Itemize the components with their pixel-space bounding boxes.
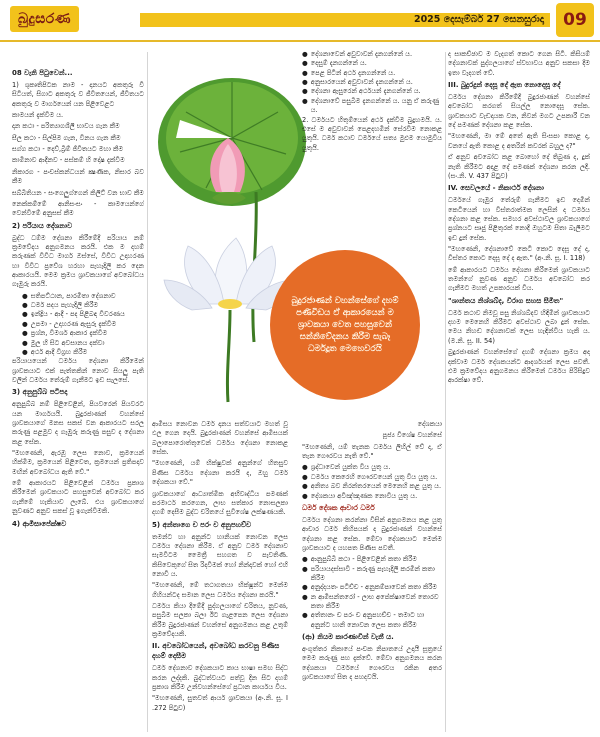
attribution-label: දේශකයා	[417, 420, 442, 428]
page-number-badge	[556, 3, 594, 37]
paragraph: අංගුත්තර නිකායේ පංචක නිපාතයේ උදායී සූත්‍රයේ මෙම කරුණු පහ දැක්වේ. මේවා අනුගමනය කරන දේශකයා ධර්මයේ ගෞරවය රකින අතර ශ්‍රාවකයාගේ සිත ද පහදවයි.	[302, 645, 442, 682]
list-item: ● ධර්ම පදය පැහැදිලි කිරීම	[22, 301, 99, 310]
subheading: 5) අන්තාගෙ ච පරං ච අනුපහච්ච	[152, 520, 252, 529]
list-item: ● සතිපට්ඨාන, පාරමිතා දේශනාව	[22, 291, 116, 300]
list-item: ● පරියායදස්සාවී - කරුණු පැහැදිලි කරමින් කතා කිරීම	[302, 564, 435, 582]
quote: "මහණෙනි, සුතවත් ආර්ය ශ්‍රාවකයා (අං.නි. සූ. I .272 පිටුව)	[152, 694, 288, 712]
list-item: ● අත්තානං ච පරං ච අනුපහච්ච - තමාට හා අනුන්ට හානි නොවන ලෙස කතා කිරීම	[302, 611, 425, 629]
paragraph: ශ්‍රාවකයාගේ ආධ්‍යාත්මික අභිවෘද්ධිය පමණක් පරමාර්ථ කරගෙන, ලාභ සත්කාර නොසලකා දහම් දෙසීම බුද්ධ චරිතයේ සුවිශේෂ ලක්ෂණයකි.	[152, 489, 288, 517]
term-definition: දාන කථා - පරිත්‍යාගශීලී භාවය ගැන කීම	[12, 122, 120, 131]
paragraph: බුදුරජාණන් වහන්සේගේ දහම් දේශනා ක්‍රමය අද දක්වාම ධර්ම දේශකයන්ට ආදර්ශයක් ලෙස පවතී. එම ක්‍රමවේදය අනුගමනය කිරීමෙන් ධර්මය පිරිසිදුව ආරක්ෂා වේ.	[448, 348, 590, 385]
paragraph: ආමිසය නොවන ධර්ම දානය සත්වයාට මහත් වූ ඵල ගෙන දෙයි. බුදුරජාණන් වහන්සේ ආමිසයක් බලාපොරොත්තුවෙන් ධර්මය දේශනා නොකළ සේක.	[152, 420, 288, 457]
term-definition: සග්ග කථා - දෙව්,බ්‍රිම් ජීවිතයට මහා කීම	[12, 145, 124, 154]
list-item: ● මුල හි සිට අවසානය දක්වා	[22, 338, 105, 347]
subheading: 2) පරියාය දේශනාව	[12, 221, 73, 230]
paragraph: 1) ශුක්‍රුතිපිටක නාම - දානයට අකතුරු වි සිටියත්, සිගාට අකතුරු ව ජීවිතයෙන්, ජීවිතයට අකතුරු ව මාර්ගයෙන් යන පිළිවෙළට	[12, 80, 144, 108]
paragraph: ධර්මය දේශනා කිරීමේදී බුදුරජාණන් වහන්සේ අවබෝධ කරගත් සියල්ල නොදෙසූ සේක. ශ්‍රාවකයාට වැඩදායක වන, නිවන් මගට උපකාරී වන දේ පමණක් දේශනා කළ සේක.	[448, 93, 590, 130]
article-column-2	[152, 420, 288, 732]
list-item: ● දේශකයා අවිඤ්ඤාණක නොවිය යුතු ය.	[302, 491, 418, 500]
quote: "මහණෙනි, යම් තැනක ධර්මය ලිහිල් වේ ද, ඒ තැන ගෞරවය නැති වේ."	[302, 442, 442, 461]
list-item: ● ධර්මය කෙරෙහි ගෞරවයෙන් යුතු විය යුතු ය.	[302, 472, 438, 481]
quote: "මහණෙනි, මේ තථාගතයා භික්ෂූන්ට මෙන්ම ගිහියන්ටද සමාන ලෙස ධර්මය දේශනා කරයි."	[152, 581, 288, 599]
column-separator	[445, 52, 446, 732]
bullet-list	[12, 292, 144, 358]
paragraph: ධර්ම දේශනාව දේශකයාට කාය භාෂා සමඟ සිද්ධ කරන ලද්දකි. බුද්ධත්වයට පත්වූ දින සිට දහම් ප්‍රකාශ කිරීම උන්වහන්සේගේ ප්‍රධාන කාර්යය විය.	[152, 664, 288, 692]
paragraph: කාමයන් දැක්විම ය.	[12, 111, 64, 120]
paragraph: මේ ආකාරයට පිළිවෙළින් ධර්මය ප්‍රකාශ කිරීමෙන් ශ්‍රාවකයාට පහසුවෙන් අවබෝධ කර ගැනීමේ හැකියාව ලැබේ. එය ශ්‍රාවකයාගේ නුවණට අනුව සකස් වූ ඉගැන්වීමකි.	[12, 479, 144, 516]
list-item: ● පෙළ පිටින් අර්ථ දැනගන්නේ ය.	[302, 68, 396, 77]
list-item: ● උපමා - උදාහරණ ඇසුරු දැක්වීම	[22, 319, 117, 328]
quote: "මහණෙනි, ඇරඹූ ලෙස නොව, ක්‍රමයෙන් හික්මීම, ක්‍රමයෙන් පිළිවෙත, ක්‍රමයෙන් ප්‍රතිපදාව මඟින් අවබෝධය ඇති වේ."	[12, 449, 144, 476]
paragraph: මේ ආකාරයට ධර්මය දේශනා කිරීමෙන් ශ්‍රාවකයාට තමන්ගේ නුවණ අනුව ධර්මය අවබෝධ කර ගැනීමට මහත් උපකාරයක් විය.	[448, 265, 590, 293]
paragraph: 2. ධර්මයට හිතුම්යෙන් අර්ථ දැක්වීම බුදුහමයි. ය. එසේ ම අවුවාවන් පෙළදහමින් සේරවීම නොකළ යුතුයි. ධර්ම කථාව ධර්මයේ සත්‍ය මුළුම යොමුවිය යුතුයි.	[302, 115, 442, 152]
subheading: 3) අනුපුබ්බ පටිපදා	[12, 388, 68, 397]
quote: "මහණෙනි, මා මේ අතේ ඇති සිංසපා කොළ ද, වනයේ ඇති කොළ ද අතරින් කවරක් බහුල ද?"	[448, 132, 590, 150]
article-column-4	[448, 50, 590, 734]
paragraph: තමන්ට හා අනුන්ට හානියක් නොවන ලෙස ධර්මය දේශනා කිරීම. ඒ අනුව ධර්ම දේශනාව සැමවිටම මෛත්‍රී සහගත ව පැවතිණි. කිසිවෙකුගේ සිත රිදවීමක් හෝ නින්දාවක් හෝ එහි නොවී ය.	[152, 532, 288, 578]
paragraph: ධර්ම කථාව නිමවූ පසු නිශ්ශබ්දව හිඳිමින් ශ්‍රාවකයාට දහම මෙනෙහි කිරීමට අවස්ථාව ලබා දුන් සේක. මෙය නිහඬ දේශනාවක් ලෙස හැඳින්විය හැකි ය. (ම.නි. සූ. II. 54)	[448, 308, 590, 345]
term-definition: නෙක්කම්මේ ආනිසංසං - කාමයෙන්ගේ වෙන්වීමේ අනුසස් කීම	[12, 199, 144, 218]
subheading: II. අවබෝධයෙන්, අවබෝධ කරවනු පිණිස දහම් දෙසීම	[152, 642, 280, 661]
attribution-name: පූජ්‍ය විශේෂ වහන්සේ	[382, 431, 442, 440]
subheading: III. බුදුරදුන් දෙසූ දේ ඇත නොදෙසූ දේ	[448, 81, 561, 90]
section-heading: ධර්ම දේශක ආචාර ධර්ම	[302, 503, 375, 512]
list-item: ● දෙසුම් දැනගන්නේ ය.	[302, 59, 367, 68]
list-item: ● අනුද්දයතං පටිච්ච - අනුකම්පාවෙන් කතා කිරීම	[302, 583, 438, 592]
pull-quote-text: බුදුරජාණන් වහන්සේගේ දහම් පණිවිඩය ඒ ආකාරයෙන් ම ශ්‍රාවකයා වෙත පහසුවෙන් සන්නිවේදනය කිරීම සැබෑ ධර්මදූත මෙහෙවරයි	[291, 295, 399, 355]
quote: "මහණෙනි, දේශනාවේ කෙටි කොට දෙසූ දේ ද, විස්තර කොට දෙසූ දේ ද ඇත." (අං.නි. සූ. I. 118)	[448, 244, 590, 263]
list-item: ● දේශනාවෙන් අවුවාවන් දැනගන්නේ ය.	[302, 50, 413, 58]
article-column-3-top	[302, 50, 442, 300]
list-item: ● අනුසාරයෙන් අවුවාවන් දැනගන්නේ ය.	[302, 78, 413, 87]
logo-text: බුදුසරණ	[18, 11, 71, 27]
paragraph: ධර්මයේ ගැඹුර තේරුම් ගැනීමට ඉඩ දෙමින් කෙටියෙන් හා විස්තරාත්මක ලෙසින් ද ධර්මය දේශනා කළ සේක. සමහර අවස්ථාවල ශ්‍රාවකයාගේ ප්‍රශ්නයට සෘජු පිළිතුරක් නොදී ඔහුටම සිතා බැලීමට ඉඩ දුන් සේක.	[448, 196, 590, 242]
list-item: ● දේශනා ඇසුරෙන් අර්ථයන් දැනගන්නේ ය.	[302, 87, 421, 96]
publication-logo	[10, 6, 79, 32]
list-item: ● ආනුපුබ්බි කථා - පිළිවෙළින් කතා කිරීම	[302, 555, 418, 564]
list-item: ● ශ්‍රද්ධාවෙන් යුක්ත විය යුතු ය.	[302, 463, 391, 472]
paragraph: ධර්මය දේශනා කරන්නා විසින් අනුගමනය කළ යුතු ආචාර ධර්ම කිහිපයක් ද බුදුරජාණන් වහන්සේ දේශනා කළ සේක. මේවා දේශකයාට මෙන්ම ශ්‍රාවකයාට ද යහපත පිණිස පවතී.	[302, 515, 442, 552]
term-definition: සීල කථා - සිල්පිම ගැන, විනය ගැන කීම	[12, 133, 121, 142]
term-definition: නිකාරග - පංචස්කන්ධයන් ක්‍ෂණික, නිසාර බව කීම	[12, 167, 144, 186]
list-item: ● ඉන්ද්‍රිය - ආදී - පද පිළිබඳ විවරණය	[22, 310, 125, 319]
term-definition: සබ්බිතියන - සංගෙලුග්ගෙන් කිලිට් වන භාව කීම	[12, 188, 144, 197]
paragraph: අනුපුබ්බ නම් පිළිවෙළින්, පියවරෙන් පියවරට යන මාර්ගයයි. බුදුරජාණන් වහන්සේ ශ්‍රාවකයාගේ මනස සකස් වන ආකාරයට සරල කරුණු පළමුව ද ගැඹුරු කරුණු පසුව ද දේශනා කළ සේක.	[12, 400, 144, 446]
article-column-3-bottom	[302, 420, 442, 732]
subheading: IV. සෙවලයේ - නිකාර්ථ දේශනා	[448, 184, 544, 193]
list-item: ● න ආමිසන්තරෝ - ලාභ අපේක්ෂාවෙන් තොරව කතා කිරීම	[302, 592, 439, 611]
page-number: 09	[563, 10, 587, 30]
article-column-1	[12, 66, 144, 730]
subheading: (ආ) නියම කාරණාවින් වැනී ය.	[302, 633, 394, 642]
list-item: ● දේශනාවේ පසුබිම දැනගන්නේ ය. යනු ඒ කරුණු ය.	[302, 96, 440, 115]
list-item: ● අනිත්‍ය බව නිරන්තරයෙන් මෙනෙහි කළ යුතු ය.	[302, 482, 442, 491]
issue-date: 2025 දෙසැම්බර් 27 සෙනසුරාදා	[413, 14, 544, 25]
subheading: "ශාන්තය නිශ්ශබ්ද, විරාග සහස සීමිත"	[448, 296, 564, 305]
list-item: ● ප්‍රශ්න, විමර්ශ ආකාර දැක්වීම	[22, 329, 108, 338]
quote: "මහණෙනි, යම් භික්ෂුවක් අනුන්ගේ හිතසුව පිණිස ධර්මය දේශනා කරයි ද, ඔහු ධර්ම දේශකයා වේ."	[152, 459, 288, 487]
paragraph: ධර්මය කියා දීමේදී පුද්ගලයාගේ චරිතය, නුවණ, පසුබිම සලකා බලා ඊට ගැළපෙන ලෙස දේශනා කිරීම බුදුරජාණන් වහන්සේ අනුගමනය කළ උතුම් ක්‍රමවේදයකි.	[152, 602, 288, 639]
page-header	[0, 0, 600, 46]
paragraph: පරියායයෙන් ධර්මය දේශනා කිරීමෙන් ශ්‍රාවකයාට එක් පැත්තකින් නොව සියලු පැති වලින් ධර්මය තේරුම් ගැනීමට ඉඩ සැලසේ.	[12, 357, 144, 384]
continuation-heading: 08 වැනි පිටුවෙන්...	[12, 69, 73, 77]
paragraph: ඒ අනුව අවබෝධ කළ බොහෝ දේ තිබුණ ද, දුක් නැති කිරීමට අදාළ දේ පමණක් දේශනා කරන ලදී. (සං.නි. V. 437 පිටුව)	[448, 153, 590, 180]
paragraph: ද සාකච්ඡාව ම වැදගත් කොට ගෙන සිටී. කිසියම් දේශනාවක් පුද්ගලයාගේ ස්වභාවය අනුව සකසා දීම ඉතා වැදගත් වේ.	[448, 50, 590, 77]
list-item: ● අර්ථ ආදී විග්‍රහ කිරීම	[22, 347, 88, 356]
subheading: 4) ආමිසාපේක්ෂව	[12, 519, 67, 528]
paragraph: බුද්ධ ධම්ම දේශනා කිරීමේදී පරියාය නම් ක්‍රමවේදය අනුගමනය කරයි. එක ම දහම් කරුණක් විවිධ මාර්ග ඔස්සේ, විවිධ උදාහරණ හා විවිධ ප්‍රවේශ හරහා පැහැදිලි කර දෙන ආකාරයයි. මෙම ක්‍රමය ශ්‍රාවකයාගේ අවබෝධය ගැඹුරු කරයි.	[12, 233, 144, 289]
term-definition: කාමීනාව ආදීනව - පස්කම් හි දෝෂ දැක්විම	[12, 156, 125, 165]
